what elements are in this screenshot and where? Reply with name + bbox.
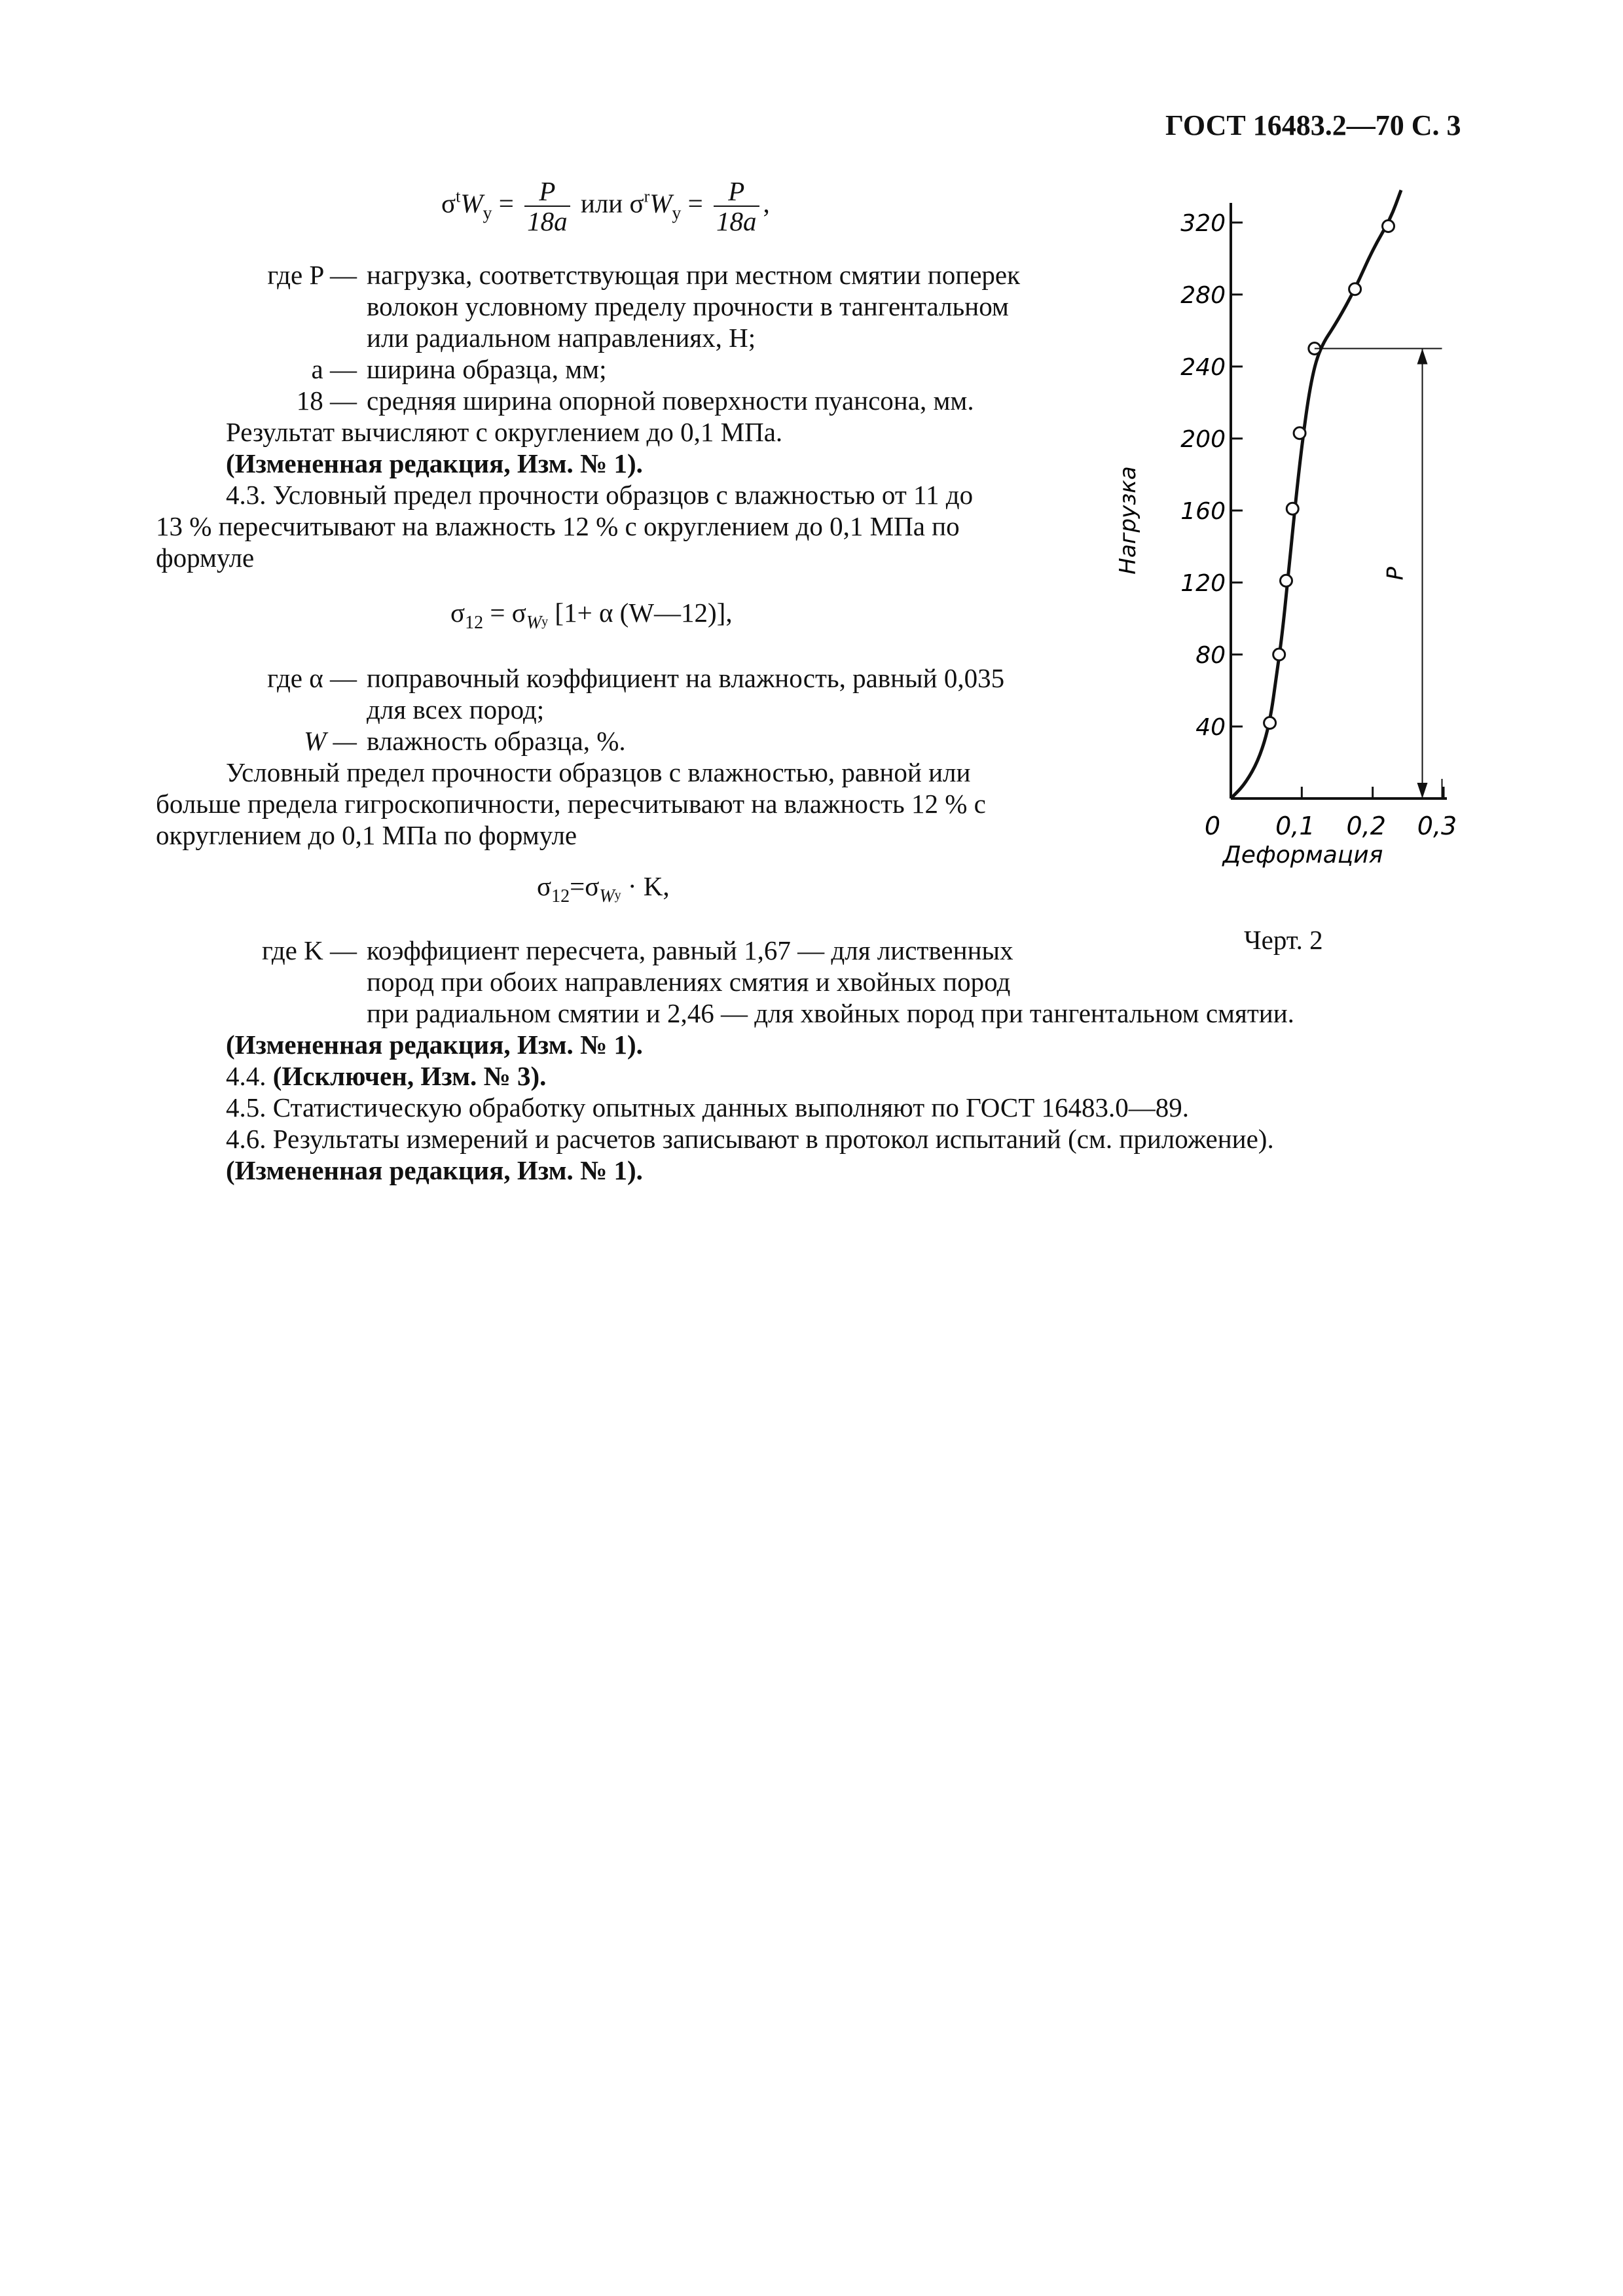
x-tick-label: 0,1 (1275, 812, 1315, 840)
amendment-note: (Измененная редакция, Изм. № 1). (226, 1030, 643, 1060)
subscript-y-2: у (672, 203, 682, 224)
paragraph-4-5: 4.5. Статистическую обработку опытных данных выполняют по ГОСТ 16483.0—89. (226, 1092, 1189, 1122)
p-annotation: P (1382, 566, 1409, 581)
x-tick-label: 0,3 (1417, 812, 1457, 840)
data-marker (1281, 575, 1292, 586)
formula-comma: , (763, 188, 770, 219)
subscript-y: у (614, 888, 621, 903)
data-marker (1264, 717, 1276, 729)
sigma-symbol: σ (537, 871, 552, 901)
equals-sign: = (570, 871, 585, 901)
def-line: влажность образца, %. (367, 726, 626, 756)
result-line: Результат вычисляют с округлением до 0,1 МПа. (226, 417, 783, 447)
fraction-1 (524, 177, 570, 236)
paragraph-cond-line: Условный предел прочности образцов с влажностью, равной или (226, 757, 971, 787)
def-term-18: 18 — (296, 386, 357, 416)
def-line: волокон условному пределу прочности в тангентальном (367, 291, 1009, 321)
fraction-denominator-2: 18a (716, 206, 757, 236)
y-tick-label: 40 (1195, 714, 1226, 741)
chart-axes (1231, 203, 1447, 798)
formula-3 (537, 870, 670, 907)
load-deformation-chart (1113, 157, 1480, 890)
x-axis-label: Деформация (1222, 842, 1383, 869)
paragraph-cond-line: округлением до 0,1 МПа по формуле (156, 820, 577, 850)
paragraph-4-4-text: (Исключен, Изм. № 3). (272, 1061, 547, 1091)
y-ticks (1180, 210, 1243, 741)
def-term-w: W — (304, 726, 357, 756)
def-term-k: где K — (262, 935, 357, 965)
data-marker (1286, 503, 1298, 514)
sigma-symbol-2: σ (629, 188, 644, 219)
w-symbol-2: W (649, 188, 672, 219)
paragraph-4-6: 4.6. Результаты измерений и расчетов записывают в протокол испытаний (см. приложение). (226, 1124, 1274, 1154)
page-header: ГОСТ 16483.2—70 С. 3 (1165, 109, 1461, 141)
equals-sign: = (490, 598, 505, 628)
formula-1 (441, 177, 770, 236)
figure-caption: Черт. 2 (1244, 925, 1323, 955)
subscript-w: W (599, 886, 615, 906)
y-tick-label: 120 (1180, 570, 1226, 597)
y-tick-label: 80 (1195, 642, 1226, 669)
data-marker (1383, 221, 1395, 232)
subscript-w: W (526, 613, 542, 633)
data-markers (1264, 221, 1395, 729)
data-marker (1349, 283, 1361, 295)
x-tick-label: 0 (1204, 812, 1221, 840)
subscript-y: у (483, 203, 492, 224)
paragraph-cond-line: больше предела гигроскопичности, пересчитывают на влажность 12 % с (156, 789, 986, 819)
paragraph-4-3-line: 4.3. Условный предел прочности образцов с влажностью от 11 до (226, 480, 974, 510)
superscript-r: r (644, 187, 650, 206)
paragraph-4-4-number: 4.4. (226, 1061, 266, 1091)
def-line: нагрузка, соответствующая при местном смятии поперек (367, 260, 1021, 290)
fraction-numerator: P (524, 177, 570, 207)
paragraph-4-4 (226, 1060, 546, 1092)
formula-rest: [1+ α (W—12)], (555, 598, 733, 628)
p-dimension (1315, 349, 1442, 799)
load-curve (1231, 190, 1401, 799)
def-line: средняя ширина опорной поверхности пуансона, мм. (367, 386, 974, 416)
def-line: ширина образца, мм; (367, 354, 607, 384)
y-tick-label: 160 (1180, 498, 1226, 525)
def-line: при радиальном смятии и 2,46 — для хвойных пород при тангентальном смятии. (367, 998, 1294, 1028)
w-symbol: W (460, 188, 483, 219)
or-word: или (580, 188, 623, 219)
y-tick-label: 320 (1180, 210, 1226, 237)
sigma-symbol-w: σ (511, 598, 526, 628)
equals-sign-2: = (687, 188, 703, 219)
sigma-symbol: σ (450, 598, 465, 628)
y-tick-label: 240 (1180, 354, 1226, 381)
def-term-alpha: где α — (267, 663, 357, 693)
equals-sign: = (498, 188, 514, 219)
sigma-symbol: σ (441, 188, 456, 219)
data-marker (1273, 649, 1285, 660)
def-term-p: где P — (267, 260, 357, 290)
y-axis-label: Нагрузка (1115, 466, 1141, 575)
def-line: коэффициент пересчета, равный 1,67 — для лиственных (367, 935, 1013, 965)
subscript-y: у (541, 615, 549, 629)
y-tick-label: 200 (1180, 426, 1226, 453)
formula-2 (450, 597, 733, 634)
amendment-note: (Измененная редакция, Изм. № 1). (226, 1155, 643, 1185)
def-line: для всех пород; (367, 694, 545, 725)
def-term-a: a — (311, 354, 357, 384)
def-line: или радиальном направлениях, Н; (367, 323, 756, 353)
fraction-2 (714, 177, 759, 236)
p-arrow-bottom (1417, 783, 1428, 798)
subscript-12: 12 (551, 886, 570, 906)
x-tick-label: 0,2 (1346, 812, 1386, 840)
paragraph-4-3-line: формуле (156, 543, 255, 573)
def-line: пород при обоих направлениях смятия и хвойных пород (367, 967, 1011, 997)
x-ticks (1205, 787, 1457, 840)
fraction-numerator-2: P (714, 177, 759, 207)
fraction-denominator: 18a (527, 206, 568, 236)
paragraph-4-3-line: 13 % пересчитывают на влажность 12 % с округлением до 0,1 МПа по (156, 511, 960, 541)
p-arrow-top (1417, 349, 1428, 365)
formula-rest: · K, (627, 871, 670, 901)
y-tick-label: 280 (1180, 282, 1226, 309)
amendment-note: (Измененная редакция, Изм. № 1). (226, 448, 643, 478)
superscript-t: t (456, 187, 461, 206)
subscript-12: 12 (465, 613, 484, 633)
sigma-symbol-w: σ (585, 871, 600, 901)
data-marker (1294, 427, 1305, 439)
def-line: поправочный коэффициент на влажность, равный 0,035 (367, 663, 1005, 693)
